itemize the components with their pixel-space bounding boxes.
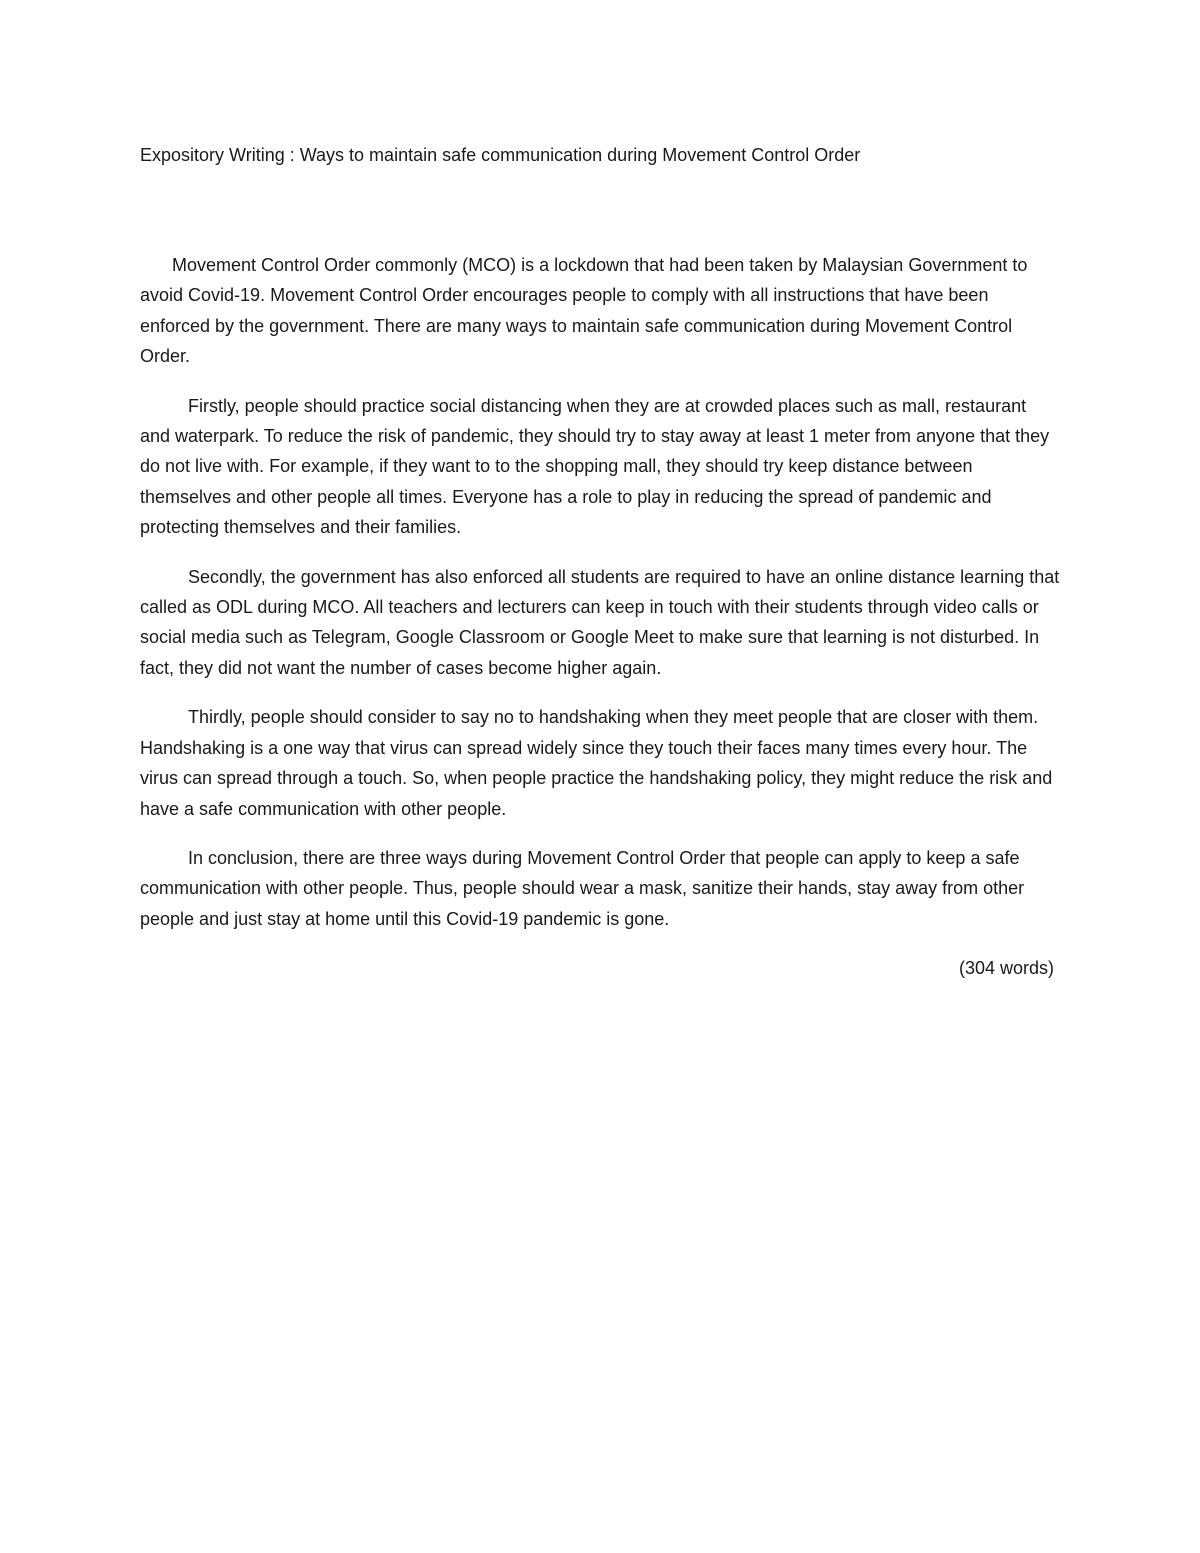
paragraph-thirdly: Thirdly, people should consider to say no to handshaking when they meet people that are closer with them. Handshaking is a one way that virus can spread widely since they touch their faces many times every hour. The virus can spread through a touch. So, when people practice the handshaking policy, they might reduce the risk and have a safe communication with other people. — [140, 707, 1053, 819]
document-body — [140, 250, 1060, 983]
paragraph-firstly: Firstly, people should practice social distancing when they are at crowded places such as mall, restaurant and waterpark. To reduce the risk of pandemic, they should try to stay away at least 1 meter from anyone that they do not live with. For example, if they want to to the shopping mall, they should try keep distance between themselves and other people all times. Everyone has a role to play in reducing the spread of pandemic and protecting themselves and their families. — [140, 395, 1050, 538]
document-title: Expository Writing : Ways to maintain safe communication during Movement Control Order — [140, 145, 861, 165]
paragraph-conclusion: In conclusion, there are three ways during Movement Control Order that people can apply to keep a safe communication with other people. Thus, people should wear a mask, sanitize their hands, stay away from other people and just stay at home until this Covid-19 pandemic is gone. — [140, 847, 1025, 929]
document-content — [140, 140, 1060, 983]
paragraph-secondly: Secondly, the government has also enforced all students are required to have an online distance learning that called as ODL during MCO. All teachers and lecturers can keep in touch with their students through video calls or social media such as Telegram, Google Classroom or Google Meet to make sure that learning is not disturbed. In fact, they did not want the number of cases become higher again. — [140, 566, 1060, 678]
word-count: (304 words) — [958, 958, 1054, 979]
paragraph-introduction: Movement Control Order commonly (MCO) is a lockdown that had been taken by Malaysian Government to avoid Covid-19. Movement Control Order encourages people to comply with all instructions that have been enforced by the government. There are many ways to maintain safe communication during Movement Control Order. — [140, 255, 1028, 367]
